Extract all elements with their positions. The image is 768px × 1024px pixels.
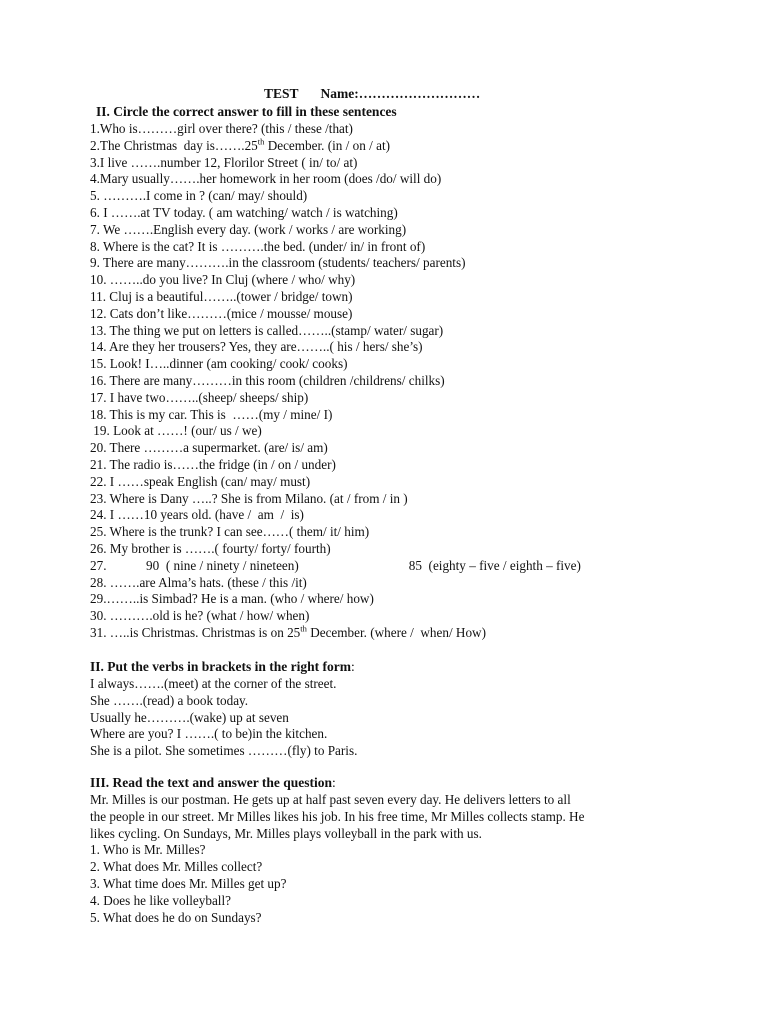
- list-item: 16. There are many………in this room (children /childrens/ chilks): [90, 372, 445, 388]
- section2-list: [90, 676, 357, 760]
- list-item: 18. This is my car. This is ……(my / mine/ I): [90, 406, 333, 422]
- section1-heading: II. Circle the correct answer to fill in these sentences: [96, 104, 397, 119]
- list-item: 26. My brother is …….( fourty/ forty/ fourth): [90, 540, 331, 556]
- list-item: 3.I live …….number 12, Florilor Street ( in/ to/ at): [90, 154, 358, 170]
- list-item: 27. 90 ( nine / ninety / nineteen) 85 (eighty – five / eighth – five): [90, 557, 581, 573]
- list-item: She is a pilot. She sometimes ………(fly) to Paris.: [90, 743, 358, 759]
- list-item: 15. Look! I…..dinner (am cooking/ cook/ cooks): [90, 356, 348, 372]
- section2-heading: II. Put the verbs in brackets in the right form:: [90, 659, 355, 674]
- list-item: 11. Cluj is a beautiful……..(tower / bridge/ town): [90, 288, 353, 304]
- reading-text-line: likes cycling. On Sundays, Mr. Milles plays volleyball in the park with us.: [90, 825, 482, 841]
- list-item: 23. Where is Dany …..? She is from Milano. (at / from / in ): [90, 490, 408, 506]
- section3-heading: III. Read the text and answer the question:: [90, 775, 336, 790]
- list-item: 10. ……..do you live? In Cluj (where / who/ why): [90, 272, 356, 288]
- list-item: 13. The thing we put on letters is called……..(stamp/ water/ sugar): [90, 322, 444, 338]
- reading-text-line: the people in our street. Mr Milles likes his job. In his free time, Mr Milles collects stamp. He: [90, 808, 585, 824]
- list-item: 17. I have two……..(sheep/ sheeps/ ship): [90, 389, 309, 405]
- list-item: 22. I ……speak English (can/ may/ must): [90, 473, 311, 489]
- list-item: 6. I …….at TV today. ( am watching/ watch / is watching): [90, 204, 398, 220]
- list-item: 31. …..is Christmas. Christmas is on 25th December. (where / when/ How): [90, 623, 486, 640]
- list-item: She …….(read) a book today.: [90, 692, 249, 708]
- list-item: 28. …….are Alma’s hats. (these / this /it): [90, 574, 307, 590]
- list-item: 24. I ……10 years old. (have / am / is): [90, 507, 304, 523]
- list-item: I always…….(meet) at the corner of the street.: [90, 676, 337, 691]
- list-item: Usually he……….(wake) up at seven: [90, 709, 289, 725]
- list-item: 4.Mary usually…….her homework in her room (does /do/ will do): [90, 171, 442, 187]
- list-item: 5. ……….I come in ? (can/ may/ should): [90, 188, 308, 204]
- test-title: TEST: [264, 86, 299, 101]
- list-item: 25. Where is the trunk? I can see……( them/ it/ him): [90, 524, 370, 540]
- question-item: 2. What does Mr. Milles collect?: [90, 859, 263, 875]
- section1-list: [90, 121, 581, 642]
- question-item: 1. Who is Mr. Milles?: [90, 842, 206, 858]
- question-item: 3. What time does Mr. Milles get up?: [90, 875, 287, 891]
- list-item: 8. Where is the cat? It is ……….the bed. (under/ in/ in front of): [90, 238, 426, 254]
- name-field-label: Name:………………………: [320, 86, 481, 101]
- item27-right-part: 85 (eighty – five / eighth – five): [408, 557, 581, 573]
- list-item: 1.Who is………girl over there? (this / these /that): [90, 121, 353, 136]
- section3-content: [90, 792, 584, 926]
- question-item: 5. What does he do on Sundays?: [90, 909, 262, 925]
- list-item: 20. There ………a supermarket. (are/ is/ am): [90, 440, 328, 456]
- list-item: 9. There are many……….in the classroom (students/ teachers/ parents): [90, 255, 466, 271]
- list-item: 19. Look at ……! (our/ us / we): [90, 423, 262, 439]
- reading-text-line: Mr. Milles is our postman. He gets up at half past seven every day. He delivers letters to all: [90, 792, 571, 807]
- list-item: 12. Cats don’t like………(mice / mousse/ mouse): [90, 305, 353, 321]
- list-item: Where are you? I …….( to be)in the kitchen.: [90, 726, 328, 742]
- list-item: 14. Are they her trousers? Yes, they are……..( his / hers/ she’s): [90, 339, 423, 355]
- list-item: 7. We …….English every day. (work / works / are working): [90, 221, 407, 237]
- list-item: 30. ……….old is he? (what / how/ when): [90, 608, 310, 624]
- test-title-row: [264, 86, 480, 102]
- list-item: 29.……..is Simbad? He is a man. (who / where/ how): [90, 591, 374, 607]
- question-item: 4. Does he like volleyball?: [90, 892, 231, 908]
- list-item: 21. The radio is……the fridge (in / on / under): [90, 456, 336, 472]
- list-item: 2.The Christmas day is…….25th December. (in / on / at): [90, 136, 390, 153]
